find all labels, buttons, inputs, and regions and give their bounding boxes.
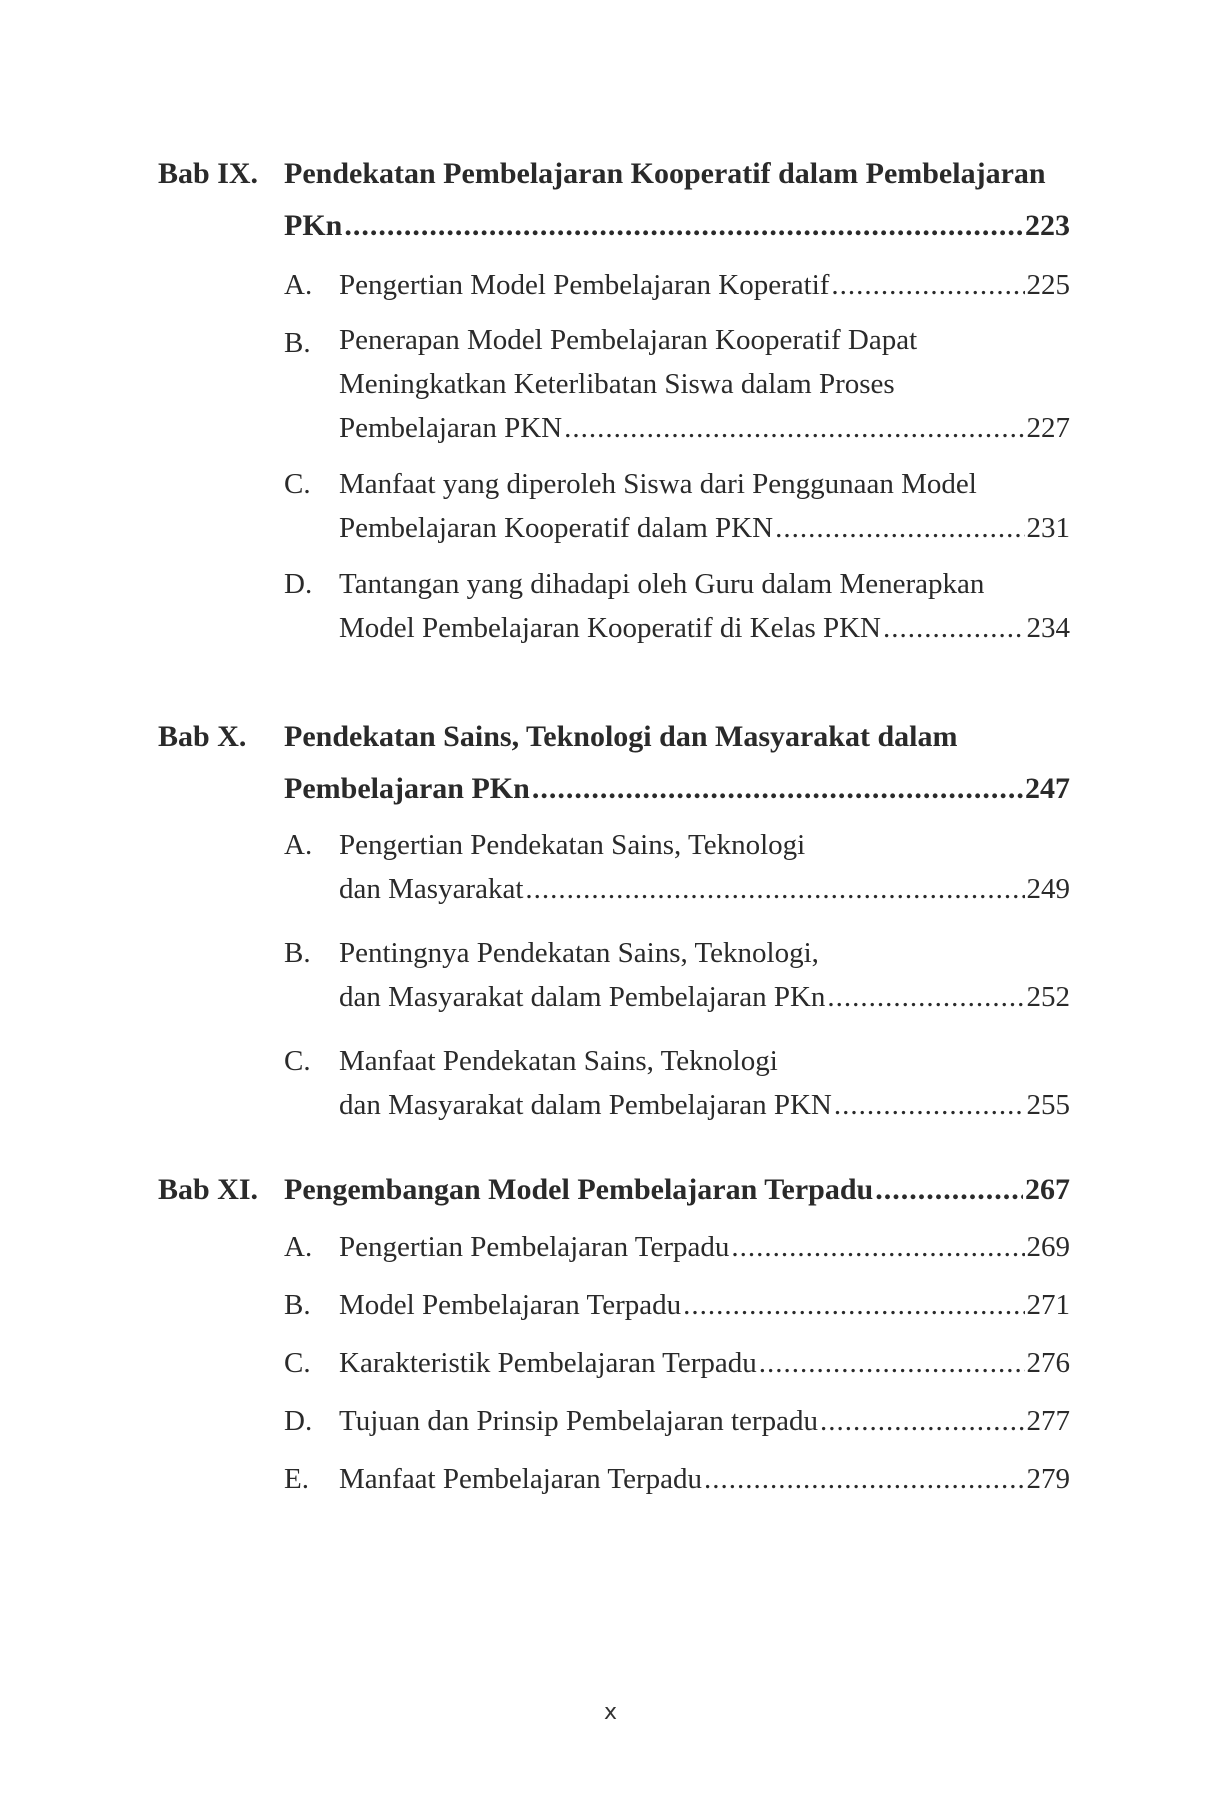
section-page-number: 279 xyxy=(1026,1463,1070,1495)
section-title: Manfaat Pendekatan Sains, Teknologi xyxy=(339,1045,778,1077)
section-title: Karakteristik Pembelajaran Terpadu xyxy=(339,1347,757,1379)
toc-entry xyxy=(284,318,1070,450)
chapter-title-leader-line xyxy=(284,763,1070,815)
section-letter: C. xyxy=(284,1045,311,1077)
dot-leader xyxy=(683,1280,1024,1330)
chapter-title-leader-line xyxy=(284,200,1070,252)
toc-entry xyxy=(284,1222,1070,1272)
dot-leader xyxy=(532,763,1023,815)
chapter-title-line: Pembelajaran PKn xyxy=(284,772,530,805)
section-title: Penerapan Model Pembelajaran Kooperatif Dapat xyxy=(339,324,918,356)
section-leader-line xyxy=(339,867,1070,911)
toc-entry xyxy=(284,931,1070,1019)
section-title: dan Masyarakat dalam Pembelajaran PKN xyxy=(339,1089,832,1121)
section-page-number: 277 xyxy=(1026,1405,1070,1437)
dot-leader xyxy=(759,1338,1025,1388)
section-title: Manfaat yang diperoleh Siswa dari Penggunaan Model xyxy=(339,468,977,500)
section-page-number: 276 xyxy=(1026,1347,1070,1379)
dot-leader xyxy=(525,867,1024,911)
section-page-number: 231 xyxy=(1026,512,1070,544)
section-letter: B. xyxy=(284,1289,311,1321)
chapter-title-line: Pendekatan Sains, Teknologi dan Masyarakat dalam xyxy=(284,720,958,753)
dot-leader xyxy=(704,1454,1025,1504)
section-title: Pengertian Pembelajaran Terpadu xyxy=(339,1231,730,1263)
section-letter: C. xyxy=(284,1347,311,1379)
section-page-number: 227 xyxy=(1026,412,1070,444)
section-leader-line xyxy=(339,1222,1070,1272)
toc-entry xyxy=(284,1396,1070,1446)
section-letter: B. xyxy=(284,937,311,969)
section-letter: B. xyxy=(284,327,311,359)
section-page-number: 269 xyxy=(1026,1231,1070,1263)
dot-leader xyxy=(883,606,1025,650)
section-letter: A. xyxy=(284,269,313,301)
section-letter: E. xyxy=(284,1463,309,1495)
chapter-page-number: 223 xyxy=(1025,209,1070,242)
section-page-number: 249 xyxy=(1026,873,1070,905)
chapter-title xyxy=(284,148,1070,252)
section-title: Tujuan dan Prinsip Pembelajaran terpadu xyxy=(339,1405,818,1437)
dot-leader xyxy=(875,1164,1023,1216)
section-page-number: 252 xyxy=(1026,981,1070,1013)
toc-entry xyxy=(284,1338,1070,1388)
chapter-number: Bab X. xyxy=(158,720,247,753)
section-leader-line xyxy=(339,1454,1070,1504)
section-leader-line xyxy=(339,1396,1070,1446)
dot-leader xyxy=(831,260,1024,310)
section-title: Pengertian Model Pembelajaran Koperatif xyxy=(339,269,830,301)
chapter-page-number: 247 xyxy=(1025,772,1070,805)
section-page-number: 271 xyxy=(1026,1289,1070,1321)
dot-leader xyxy=(834,1083,1025,1127)
chapter-number: Bab XI. xyxy=(158,1173,259,1206)
chapter-title-line: Pendekatan Pembelajaran Kooperatif dalam Pembelajaran xyxy=(284,157,1046,190)
section-title: Pembelajaran PKN xyxy=(339,412,563,444)
section-leader-line xyxy=(339,606,1070,650)
toc-entry xyxy=(284,1039,1070,1127)
page-number-footer: x xyxy=(603,1700,618,1725)
dot-leader xyxy=(344,200,1023,252)
section-letter: A. xyxy=(284,829,313,861)
section-title: Pengertian Pendekatan Sains, Teknologi xyxy=(339,829,806,861)
section-title: Pentingnya Pendekatan Sains, Teknologi, xyxy=(339,937,819,969)
section-leader-line xyxy=(339,975,1070,1019)
section-list xyxy=(284,823,1070,1127)
section-title: Model Pembelajaran Terpadu xyxy=(339,1289,682,1321)
section-title: Tantangan yang dihadapi oleh Guru dalam Menerapkan xyxy=(339,568,985,600)
section-letter: A. xyxy=(284,1231,313,1263)
chapter-page-number: 267 xyxy=(1025,1173,1070,1206)
section-page-number: 255 xyxy=(1026,1089,1070,1121)
section-leader-line xyxy=(339,260,1070,310)
section-leader-line xyxy=(339,1338,1070,1388)
section-letter: D. xyxy=(284,1405,313,1437)
dot-leader xyxy=(564,406,1024,450)
chapter-title-line: Pengembangan Model Pembelajaran Terpadu xyxy=(284,1173,874,1206)
toc-entry xyxy=(284,260,1070,310)
section-title: Manfaat Pembelajaran Terpadu xyxy=(339,1463,702,1495)
toc-entry xyxy=(284,562,1070,650)
section-title: Meningkatkan Keterlibatan Siswa dalam Proses xyxy=(339,368,895,400)
section-page-number: 225 xyxy=(1026,269,1070,301)
section-title: dan Masyarakat xyxy=(339,873,524,905)
section-letter: D. xyxy=(284,568,313,600)
section-title: Model Pembelajaran Kooperatif di Kelas PKN xyxy=(339,612,881,644)
dot-leader xyxy=(731,1222,1024,1272)
toc-entry xyxy=(284,1280,1070,1330)
dot-leader xyxy=(820,1396,1025,1446)
chapter-title xyxy=(284,711,1070,815)
toc-entry xyxy=(284,1454,1070,1504)
toc-entry xyxy=(284,823,1070,911)
section-letter: C. xyxy=(284,468,311,500)
section-list xyxy=(284,1222,1070,1504)
section-page-number: 234 xyxy=(1026,612,1070,644)
chapter-number: Bab IX. xyxy=(158,157,259,190)
section-leader-line xyxy=(339,1280,1070,1330)
chapter-title-leader-line xyxy=(284,1164,1070,1216)
section-leader-line xyxy=(339,406,1070,450)
section-leader-line xyxy=(339,506,1070,550)
section-title: dan Masyarakat dalam Pembelajaran PKn xyxy=(339,981,826,1013)
section-leader-line xyxy=(339,1083,1070,1127)
chapter-title xyxy=(284,1164,1070,1216)
section-title: Pembelajaran Kooperatif dalam PKN xyxy=(339,512,774,544)
dot-leader xyxy=(827,975,1024,1019)
dot-leader xyxy=(775,506,1024,550)
toc-entry xyxy=(284,462,1070,550)
section-list xyxy=(284,260,1070,650)
chapter-title-line: PKn xyxy=(284,209,343,242)
